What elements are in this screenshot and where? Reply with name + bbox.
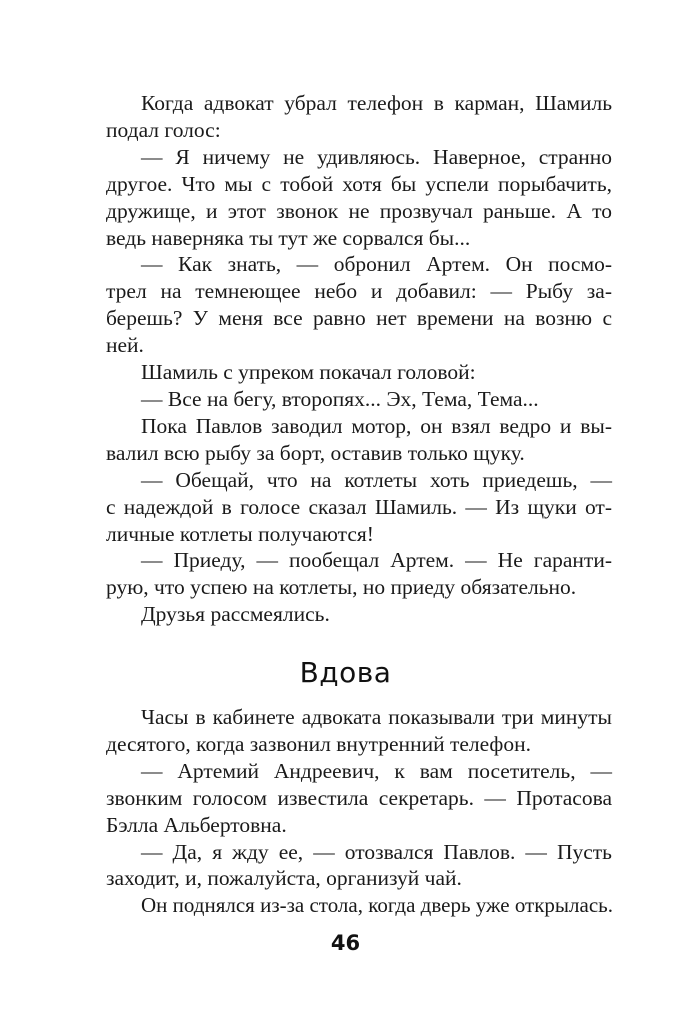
text-section-2 (106, 704, 612, 919)
page-number: 46 (330, 931, 361, 955)
text-line: Шамиль с упреком покачал головой: (141, 360, 476, 385)
text-line: — Я ничему не удивляюсь. Наверное, странно (141, 144, 612, 169)
text-line: — Артемий Андреевич, к вам посетитель, — (141, 758, 612, 783)
text-line: ней. (106, 333, 144, 358)
text-line: рую, что успею на котлеты, но приеду обязательно. (106, 575, 577, 600)
text-line: — Приеду, — пообещал Артем. — Не гаранти- (141, 548, 612, 573)
text-line: Когда адвокат убрал телефон в карман, Шамиль (141, 91, 612, 115)
text-line: Он поднялся из-за стола, когда дверь уже открылась. (141, 893, 613, 918)
text-section-1 (106, 90, 612, 628)
text-line: звонким голосом известила секретарь. — Протасова (106, 785, 612, 810)
text-line: трел на темнеющее небо и добавил: — Рыбу за- (106, 279, 612, 304)
text-line: дружище, и этот звонок не прозвучал раньше. А то (106, 198, 612, 223)
text-line: Друзья рассмеялись. (141, 602, 330, 627)
chapter-title: Вдова (299, 656, 392, 689)
text-line: — Обещай, что на котлеты хоть приедешь, — (141, 467, 612, 492)
text-line: с надеждой в голосе сказал Шамиль. — Из щуки от- (106, 494, 612, 519)
text-line: Бэлла Альбертовна. (106, 812, 287, 837)
text-line: — Все на бегу, второпях... Эх, Тема, Тема... (141, 386, 539, 411)
text-line: — Как знать, — обронил Артем. Он посмо- (141, 252, 612, 277)
text-line: ведь наверняка ты тут же сорвался бы... (106, 225, 471, 250)
text-line: валил всю рыбу за борт, оставив только щуку. (106, 440, 525, 465)
text-line: Пока Павлов заводил мотор, он взял ведро и вы- (141, 413, 612, 438)
text-line: — Да, я жду ее, — отозвался Павлов. — Пусть (141, 839, 612, 864)
text-line: десятого, когда зазвонил внутренний телефон. (106, 731, 531, 756)
text-line: личные котлеты получаются! (106, 521, 374, 546)
text-line: заходит, и, пожалуйста, организуй чай. (106, 866, 462, 891)
text-line: подал голос: (106, 117, 221, 142)
text-line: Часы в кабинете адвоката показывали три минуты (141, 705, 612, 729)
text-line: берешь? У меня все равно нет времени на возню с (106, 306, 612, 331)
text-line: другое. Что мы с тобой хотя бы успели порыбачить, (106, 171, 612, 196)
